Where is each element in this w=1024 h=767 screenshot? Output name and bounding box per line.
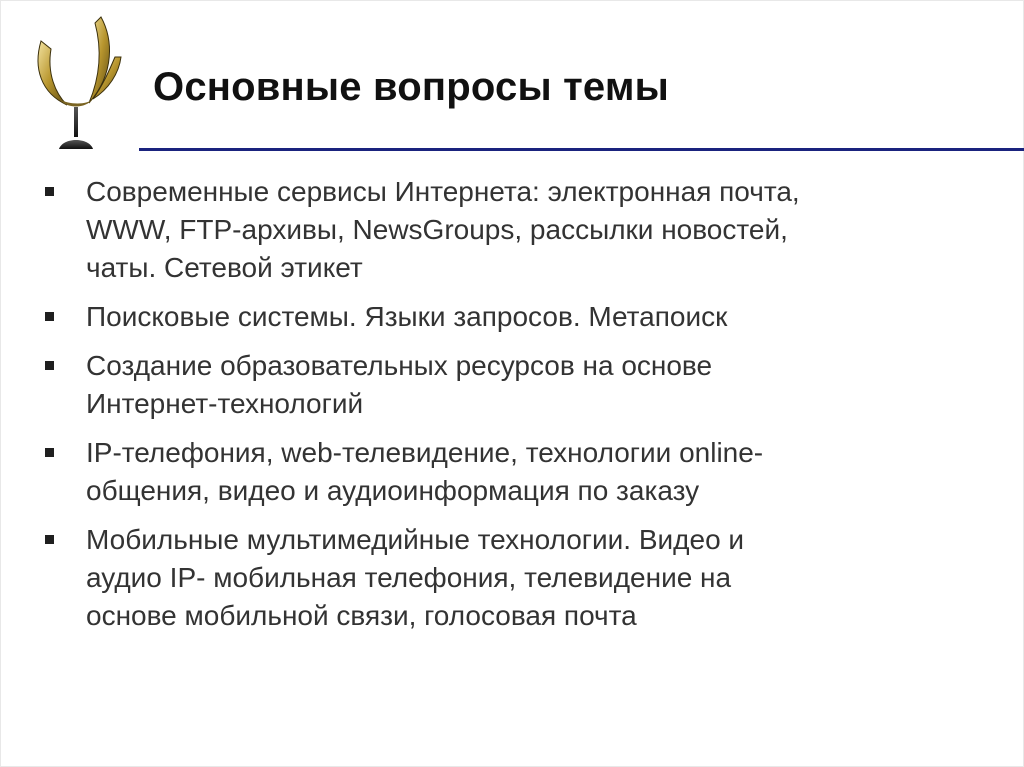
page-title: Основные вопросы темы — [153, 65, 669, 109]
list-item-line: Мобильные мультимедийные технологии. Видео и — [86, 524, 745, 555]
bullet-square-icon — [45, 361, 54, 370]
list-item — [45, 173, 975, 287]
list-item-line: Создание образовательных ресурсов на основе — [86, 350, 713, 381]
list-item — [45, 521, 975, 635]
list-item-line: IP-телефония, web-телевидение, технологии online- — [86, 437, 764, 468]
topic-list — [45, 173, 975, 646]
list-item — [45, 434, 975, 510]
bullet-square-icon — [45, 535, 54, 544]
list-item-line: WWW, FTP-архивы, NewsGroups, рассылки новостей, — [86, 214, 788, 245]
title-divider — [139, 148, 1024, 151]
list-item — [45, 347, 975, 423]
list-item-line: Поисковые системы. Языки запросов. Метапоиск — [86, 301, 728, 332]
goblet-logo-icon — [29, 13, 129, 153]
list-item-line: аудио IP- мобильная телефония, телевидение на — [86, 562, 732, 593]
list-item-line: чаты. Сетевой этикет — [86, 252, 363, 283]
list-item-line: Современные сервисы Интернета: электронная почта, — [86, 176, 800, 207]
list-item-line: Интернет-технологий — [86, 388, 364, 419]
list-item — [45, 298, 975, 336]
bullet-square-icon — [45, 312, 54, 321]
bullet-square-icon — [45, 448, 54, 457]
list-item-line: основе мобильной связи, голосовая почта — [86, 600, 637, 631]
list-item-line: общения, видео и аудиоинформация по заказу — [86, 475, 700, 506]
bullet-square-icon — [45, 187, 54, 196]
